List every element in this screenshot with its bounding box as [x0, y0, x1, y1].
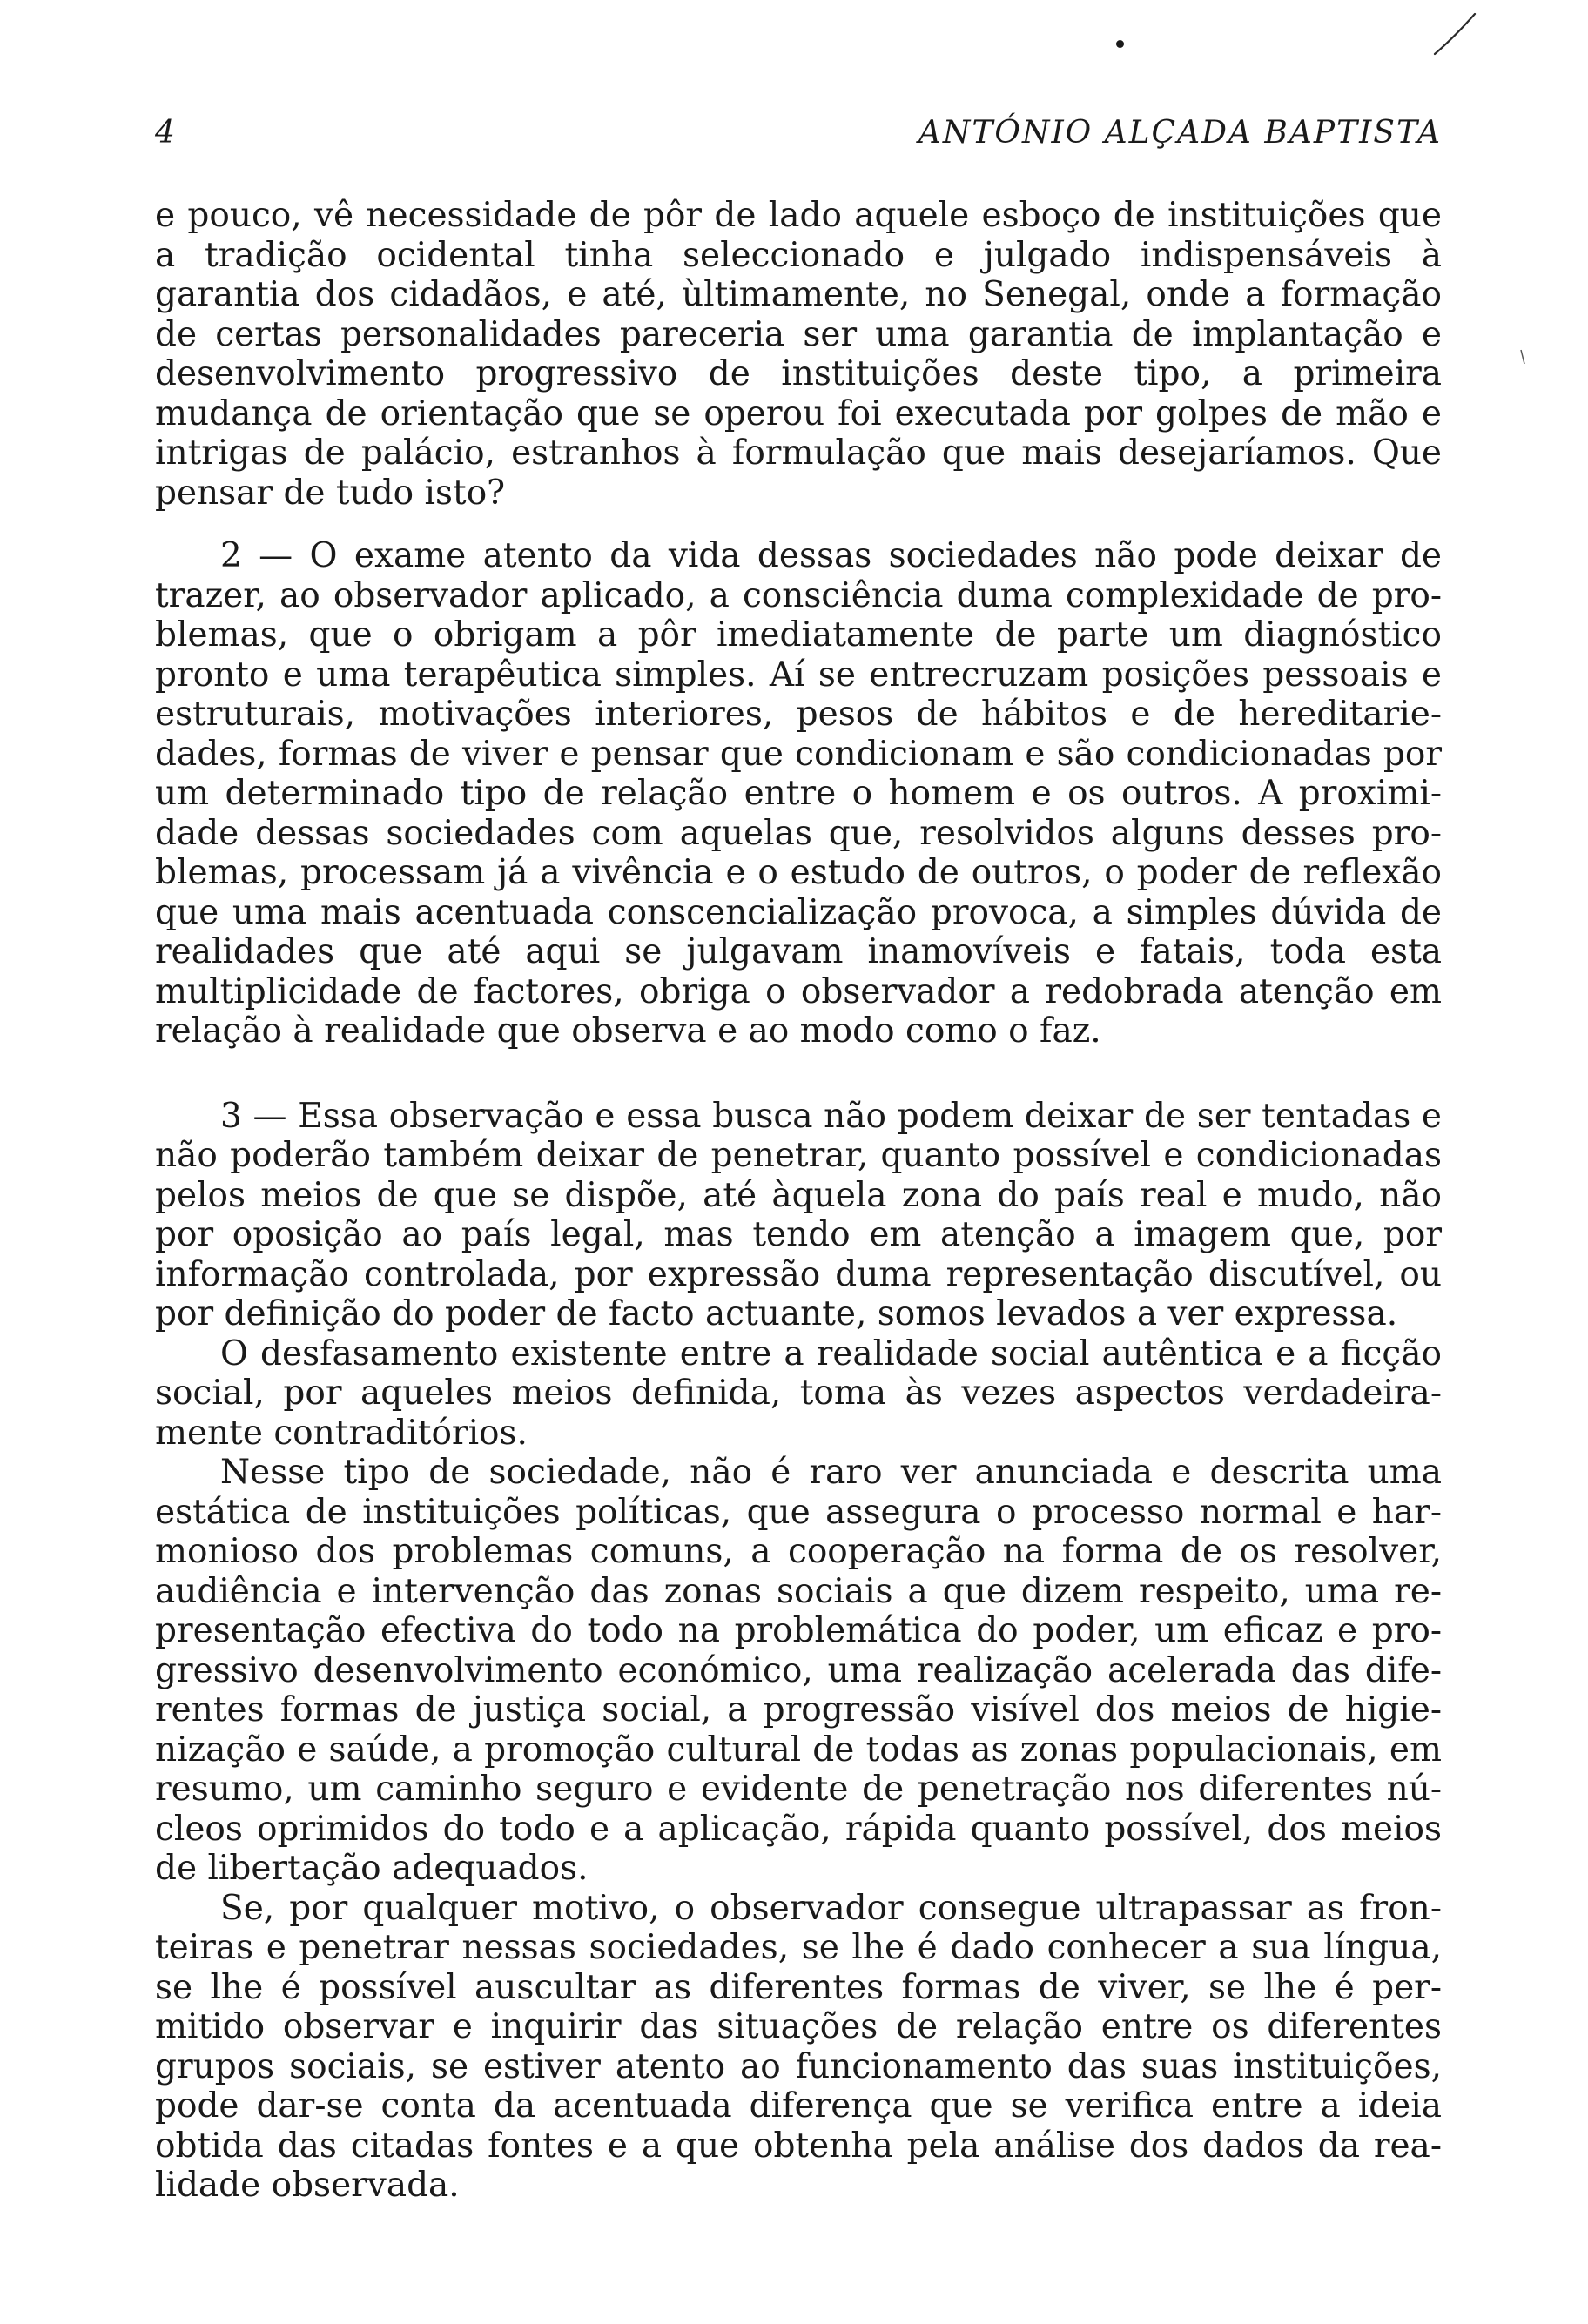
- running-head-author: ANTÓNIO ALÇADA BAPTISTA: [918, 115, 1442, 151]
- paragraph-continuation: e pouco, vê necessidade de pôr de lado aquele esboço de instituições que a tradição ocidental tinha seleccionado e julgado indispensáveis à garantia dos cidadãos, e até, ùltimamente, no Senegal, onde a formação de certas personalidades pareceria ser uma garantia de implantação e desenvolvimento progressivo de instituições deste tipo, a primeira mudança de orientação que se operou foi executada por golpes de mão e intrigas de palácio, estranhos à formulação que mais desejaríamos. Que pensar de tudo isto?: [155, 196, 1442, 513]
- paragraph: Nesse tipo de sociedade, não é raro ver anunciada e descrita uma estática de instituições políticas, que assegura o processo normal e harmonioso dos problemas comuns, a cooperação na forma de os resolver, audiência e intervenção das zonas sociais a que dizem respeito, uma representação efectiva do todo na problemática do poder, um eficaz e progressivo desenvolvimento económico, uma realização acelerada das diferentes formas de justiça social, a progressão visível dos meios de higienização e saúde, a promoção cultural de todas as zonas populacionais, em resumo, um caminho seguro e evidente de penetração nos diferentes núcleos oprimidos do todo e a aplicação, rápida quanto possível, dos meios de libertação adequados.: [155, 1453, 1442, 1888]
- page-number: 4: [155, 115, 175, 151]
- body-text: [155, 196, 1442, 2206]
- pencil-slash-mark: [1428, 9, 1480, 61]
- paragraph-section-3: 3 — Essa observação e essa busca não podem deixar de ser tentadas e não poderão também deixar de penetrar, quanto possível e condicionadas pelos meios de que se dispõe, até àquela zona do país real e mudo, não por oposição ao país legal, mas tendo em atenção a imagem que, por informação controlada, por expressão duma representação discutível, ou por definição do poder de facto actuante, somos levados a ver expressa.: [155, 1096, 1442, 1333]
- paragraph: Se, por qualquer motivo, o observador consegue ultrapassar as fronteiras e penetrar nessas sociedades, se lhe é dado conhecer a sua língua, se lhe é possível auscultar as diferentes formas de viver, se lhe é permitido observar e inquirir das situações de relação entre os diferentes grupos sociais, se estiver atento ao funcionamento das suas instituições, pode dar-se conta da acentuada diferença que se verifica entre a ideia obtida das citadas fontes e a que obtenha pela análise dos dados da realidade observada.: [155, 1888, 1442, 2205]
- paragraph-section-2: 2 — O exame atento da vida dessas sociedades não pode deixar de trazer, ao observador aplicado, a consciência duma complexidade de problemas, que o obrigam a pôr imediatamente de parte um diagnóstico pronto e uma terapêutica simples. Aí se entrecruzam posições pessoais e estruturais, motivações interiores, pesos de hábitos e de hereditariedades, formas de viver e pensar que condicionam e são condicionadas por um determinado tipo de relação entre o homem e os outros. A proximidade dessas sociedades com aquelas que, resolvidos alguns desses problemas, processam já a vivência e o estudo de outros, o poder de reflexão que uma mais acentuada conscencialização provoca, a simples dúvida de realidades que até aqui se julgavam inamovíveis e fatais, toda esta multiplicidade de factores, obriga o observador a redobrada atenção em relação à realidade que observa e ao modo como o faz.: [155, 536, 1442, 1051]
- stray-tick-mark: [1519, 348, 1526, 366]
- paragraph: O desfasamento existente entre a realidade social autêntica e a ficção social, por aqueles meios definida, toma às vezes aspectos verdadeiramente contraditórios.: [155, 1333, 1442, 1453]
- ink-dot-mark: [1116, 40, 1124, 48]
- running-head: [155, 111, 1442, 155]
